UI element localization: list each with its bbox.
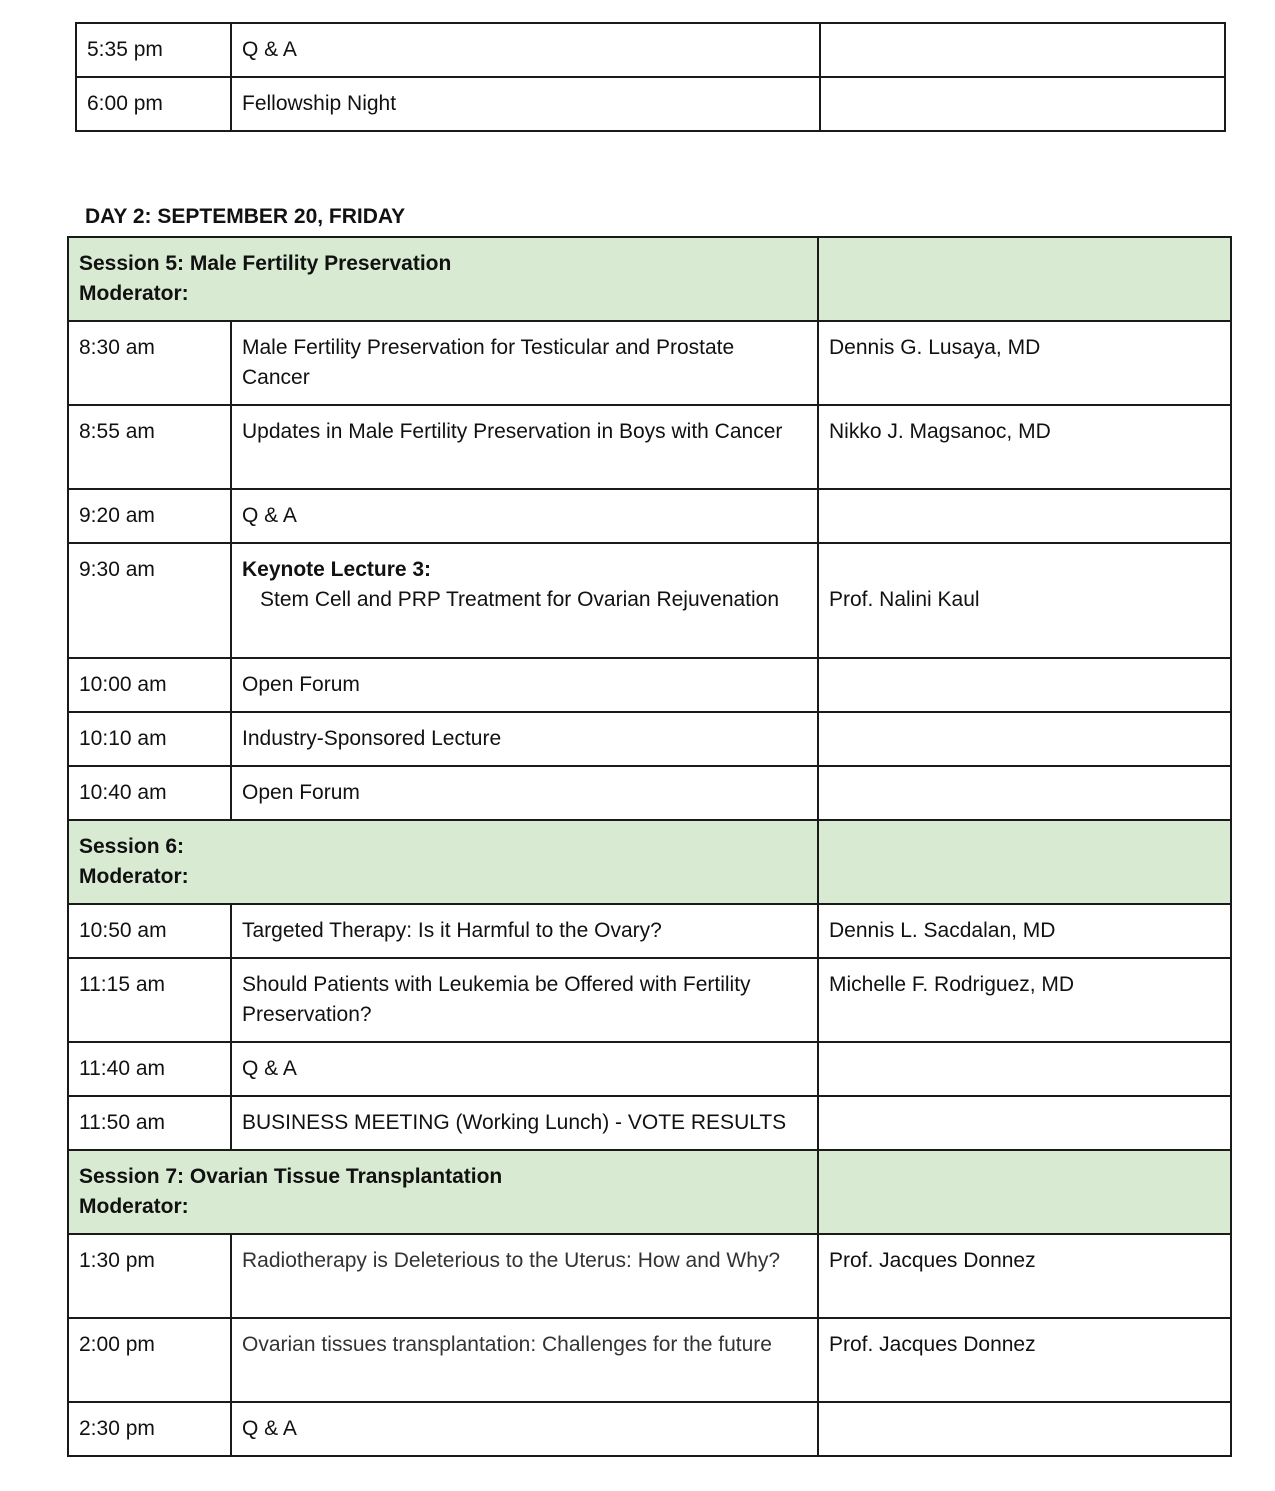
session-title: Session 7: Ovarian Tissue Transplantation	[79, 1165, 503, 1188]
table-row	[68, 321, 1231, 405]
topic-cell	[231, 543, 818, 658]
time-cell: 6:00 pm	[76, 77, 231, 131]
time-cell: 9:20 am	[68, 489, 231, 543]
speaker-cell	[818, 1042, 1231, 1096]
time-cell: 8:55 am	[68, 405, 231, 489]
session-blank-cell	[818, 1150, 1231, 1234]
session-moderator: Moderator:	[79, 282, 189, 305]
time-cell: 11:40 am	[68, 1042, 231, 1096]
topic-cell: Updates in Male Fertility Preservation in Boys with Cancer	[231, 405, 818, 489]
speaker-cell: Prof. Jacques Donnez	[818, 1318, 1231, 1402]
table-row	[68, 658, 1231, 712]
table-row	[68, 543, 1231, 658]
session-title: Session 6:	[79, 835, 185, 858]
table-row	[68, 1234, 1231, 1318]
keynote-title: Keynote Lecture 3:	[242, 558, 432, 581]
topic-cell: Q & A	[231, 489, 818, 543]
topic-cell: Open Forum	[231, 658, 818, 712]
speaker-cell	[818, 1096, 1231, 1150]
table-row	[68, 1042, 1231, 1096]
topic-cell: Targeted Therapy: Is it Harmful to the Ovary?	[231, 904, 818, 958]
session-info	[68, 820, 818, 904]
speaker-cell: Prof. Jacques Donnez	[818, 1234, 1231, 1318]
topic-cell: Should Patients with Leukemia be Offered with Fertility Preservation?	[231, 958, 818, 1042]
time-cell: 5:35 pm	[76, 23, 231, 77]
table-row	[68, 1096, 1231, 1150]
time-cell: 10:50 am	[68, 904, 231, 958]
time-cell: 8:30 am	[68, 321, 231, 405]
table-row	[68, 958, 1231, 1042]
session-header	[68, 820, 1231, 904]
session-header	[68, 237, 1231, 321]
topic-cell: Open Forum	[231, 766, 818, 820]
session-header	[68, 1150, 1231, 1234]
table-row	[68, 405, 1231, 489]
session-info	[68, 1150, 818, 1234]
speaker-cell	[818, 712, 1231, 766]
time-cell: 1:30 pm	[68, 1234, 231, 1318]
table-row	[68, 489, 1231, 543]
speaker-cell	[818, 1402, 1231, 1456]
speaker-cell	[820, 23, 1225, 77]
session-title: Session 5: Male Fertility Preservation	[79, 252, 452, 275]
session-blank-cell	[818, 237, 1231, 321]
topic-cell: Industry-Sponsored Lecture	[231, 712, 818, 766]
session-blank-cell	[818, 820, 1231, 904]
table-row	[68, 904, 1231, 958]
speaker-cell	[818, 766, 1231, 820]
speaker-cell: Prof. Nalini Kaul	[818, 543, 1231, 658]
day1-tail-table	[75, 22, 1226, 132]
table-row	[68, 712, 1231, 766]
day-heading: DAY 2: SEPTEMBER 20, FRIDAY	[85, 205, 406, 228]
topic-cell: Ovarian tissues transplantation: Challenges for the future	[231, 1318, 818, 1402]
speaker-cell	[820, 77, 1225, 131]
topic-cell: Fellowship Night	[231, 77, 820, 131]
session-moderator: Moderator:	[79, 1195, 189, 1218]
time-cell: 10:00 am	[68, 658, 231, 712]
topic-cell: Male Fertility Preservation for Testicular and Prostate Cancer	[231, 321, 818, 405]
table-row	[68, 1318, 1231, 1402]
time-cell: 10:10 am	[68, 712, 231, 766]
time-cell: 11:50 am	[68, 1096, 231, 1150]
session-moderator: Moderator:	[79, 865, 189, 888]
time-cell: 9:30 am	[68, 543, 231, 658]
time-cell: 11:15 am	[68, 958, 231, 1042]
topic-cell: Q & A	[231, 1042, 818, 1096]
speaker-cell	[818, 658, 1231, 712]
time-cell: 2:00 pm	[68, 1318, 231, 1402]
table-row	[76, 23, 1225, 77]
session-info	[68, 237, 818, 321]
speaker-cell: Michelle F. Rodriguez, MD	[818, 958, 1231, 1042]
speaker-cell: Dennis G. Lusaya, MD	[818, 321, 1231, 405]
table-row	[76, 77, 1225, 131]
speaker-cell: Nikko J. Magsanoc, MD	[818, 405, 1231, 489]
day2-schedule-table	[67, 236, 1232, 1457]
topic-cell: Radiotherapy is Deleterious to the Uterus: How and Why?	[231, 1234, 818, 1318]
table-row	[68, 1402, 1231, 1456]
table-row	[68, 766, 1231, 820]
keynote-topic: Stem Cell and PRP Treatment for Ovarian Rejuvenation	[260, 588, 780, 611]
speaker-cell	[818, 489, 1231, 543]
speaker-cell: Dennis L. Sacdalan, MD	[818, 904, 1231, 958]
topic-cell: Q & A	[231, 23, 820, 77]
topic-cell: Q & A	[231, 1402, 818, 1456]
topic-cell: BUSINESS MEETING (Working Lunch) - VOTE RESULTS	[231, 1096, 818, 1150]
time-cell: 2:30 pm	[68, 1402, 231, 1456]
time-cell: 10:40 am	[68, 766, 231, 820]
